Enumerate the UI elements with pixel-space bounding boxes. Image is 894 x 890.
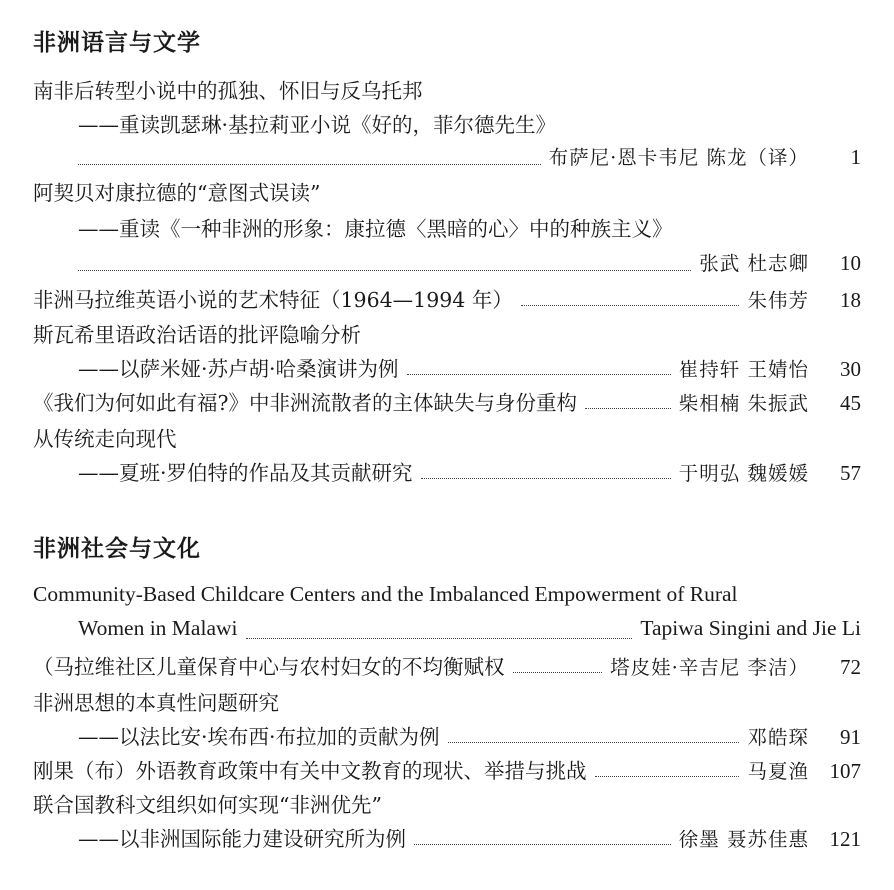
entry-title-line: （马拉维社区儿童保育中心与农村妇女的不均衡赋权	[33, 655, 505, 679]
entry-subtitle-line: ——重读《一种非洲的形象：康拉德〈黑暗的心〉中的种族主义》	[78, 217, 673, 241]
toc-entry-title	[33, 686, 861, 718]
toc-entry-leader	[78, 248, 861, 280]
dot-leader	[407, 373, 671, 375]
entry-authors: 邓皓琛	[747, 726, 809, 749]
toc-entry-title	[33, 283, 861, 315]
dot-leader	[78, 163, 541, 165]
toc-entry-title	[33, 386, 861, 418]
dot-leader	[421, 477, 671, 479]
entry-title-line: 刚果（布）外语教育政策中有关中文教育的现状、举措与挑战	[33, 759, 587, 783]
entry-page-number: 72	[840, 655, 861, 679]
entry-title-line: 从传统走向现代	[33, 427, 177, 451]
toc-entry-title	[33, 176, 861, 208]
entry-authors: 柴相楠 朱振武	[678, 392, 809, 415]
entry-subtitle-line: ——以法比安·埃布西·布拉加的贡献为例	[78, 725, 440, 749]
toc-entry-subtitle	[78, 822, 861, 854]
toc-entry-title	[33, 650, 861, 682]
entry-title-line: 南非后转型小说中的孤独、怀旧与反乌托邦	[33, 79, 423, 103]
dot-leader	[585, 407, 671, 409]
toc-entry-title	[33, 582, 861, 614]
entry-authors: 布萨尼·恩卡韦尼 陈龙（译）	[548, 146, 809, 169]
entry-subtitle-line: Women in Malawi	[78, 616, 238, 640]
entry-authors: 朱伟芳	[747, 289, 809, 312]
entry-title-line: 非洲思想的本真性问题研究	[33, 691, 279, 715]
dot-leader	[521, 304, 740, 306]
toc-entry-leader	[78, 142, 861, 174]
entry-page-number: 91	[840, 725, 861, 749]
dot-leader	[78, 269, 691, 271]
toc-entry-title	[33, 422, 861, 454]
entry-page-number: 1	[850, 145, 861, 169]
entry-authors: 塔皮娃·辛吉尼 李洁）	[610, 656, 809, 679]
entry-subtitle-line: ——以非洲国际能力建设研究所为例	[78, 827, 406, 851]
entry-page-number: 107	[829, 759, 861, 783]
toc-entry-title	[33, 788, 861, 820]
entry-title-line: 非洲马拉维英语小说的艺术特征（1964—1994 年）	[33, 288, 513, 312]
entry-authors: 于明弘 魏媛媛	[678, 462, 809, 485]
entry-title-line: 联合国教科文组织如何实现“非洲优先”	[33, 793, 382, 817]
entry-subtitle-line: ——夏班·罗伯特的作品及其贡献研究	[78, 461, 413, 485]
entry-page-number: 10	[840, 251, 861, 275]
toc-entry-subtitle	[78, 212, 861, 244]
entry-title-line: 《我们为何如此有福?》中非洲流散者的主体缺失与身份重构	[33, 391, 577, 415]
toc-entry-subtitle	[78, 720, 861, 752]
entry-title-line: Community-Based Childcare Centers and the Imbalanced Empowerment of Rural	[33, 582, 738, 606]
entry-title-line: 阿契贝对康拉德的“意图式误读”	[33, 181, 321, 205]
toc-entry-subtitle	[78, 108, 861, 140]
entry-page-number: 30	[840, 357, 861, 381]
toc-entry-subtitle	[78, 456, 861, 488]
entry-subtitle-line: ——以萨米娅·苏卢胡·哈桑演讲为例	[78, 357, 399, 381]
dot-leader	[448, 741, 740, 743]
entry-authors: 马夏渔	[747, 760, 809, 783]
dot-leader	[414, 843, 671, 845]
toc-entry-subtitle	[78, 616, 861, 648]
dot-leader	[595, 775, 740, 777]
entry-authors: Tapiwa Singini and Jie Li	[640, 616, 861, 640]
dot-leader	[513, 671, 603, 673]
section-title: 非洲社会与文化	[33, 536, 201, 562]
entry-page-number: 121	[829, 827, 861, 851]
entry-subtitle-line: ——重读凯瑟琳·基拉莉亚小说《好的，菲尔德先生》	[78, 113, 557, 137]
entry-page-number: 18	[840, 288, 861, 312]
section-title: 非洲语言与文学	[33, 30, 201, 56]
entry-authors: 崔持轩 王婧怡	[678, 358, 809, 381]
toc-entry-title	[33, 754, 861, 786]
entry-page-number: 45	[840, 391, 861, 415]
entry-title-line: 斯瓦希里语政治话语的批评隐喻分析	[33, 323, 361, 347]
toc-entry-subtitle	[78, 352, 861, 384]
entry-page-number: 57	[840, 461, 861, 485]
entry-authors: 徐墨 聂苏佳惠	[678, 828, 809, 851]
dot-leader	[246, 637, 633, 639]
toc-entry-title	[33, 318, 861, 350]
entry-authors: 张武 杜志卿	[699, 252, 809, 275]
toc-entry-title	[33, 74, 861, 106]
